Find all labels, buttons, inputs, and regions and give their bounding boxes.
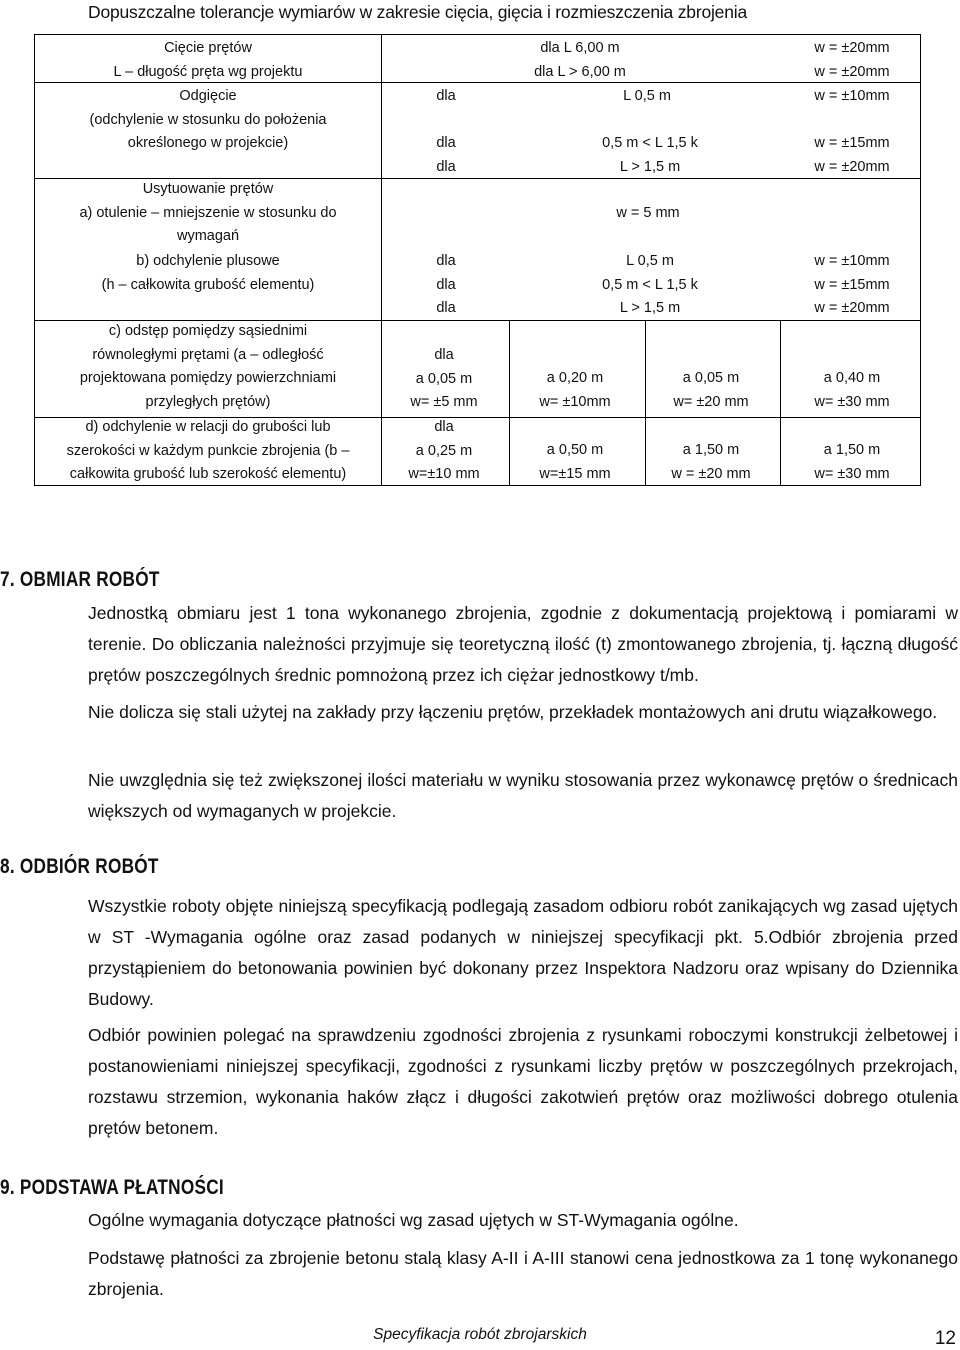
row2-dla-b: dla dla [436, 135, 456, 175]
section-8-heading: 8. ODBIÓR ROBÓT [0, 855, 159, 878]
row3-mid: w = 5 mm [616, 205, 680, 221]
section-9-paragraph-1: Ogólne wymagania dotyczące płatności wg zasad ujętych w ST-Wymagania ogólne. [88, 1210, 739, 1230]
row4-mid: L 0,5 m 0,5 m < L 1,5 k L > 1,5 m [602, 253, 698, 316]
section-9-paragraph-2: Podstawę płatności za zbrojenie betonu stalą klasy A-II i A-III stanowi cena jednostkowa za 1 tonę wykonanego zbrojenia. [88, 1248, 958, 1299]
row5-col2: a 0,20 m w= ±10mm [539, 370, 611, 410]
row2-dla: dla [436, 88, 456, 104]
row6-col4: a 1,50 m w= ±30 mm [814, 442, 890, 482]
row6-label: d) odchylenie w relacji do grubości lub szerokości w każdym punkcie zbrojenia (b – całkowita grubość lub szerokość elementu) [66, 419, 350, 482]
row2-right-a: w = ±10mm [814, 88, 890, 104]
row6-col2: a 0,50 m w=±15 mm [539, 442, 611, 482]
section-7-paragraph-1: Jednostką obmiaru jest 1 tona wykonanego zbrojenia, zgodnie z dokumentacją projektową i pomiarami w terenie. Do obliczania należności przyjmuje się teoretyczną ilość (t) zmontowanego zbrojenia, tj. łączną długość prętów poszczególnych średnic pomnożoną przez ich ciężar jednostkowy t/mb. [88, 603, 958, 685]
row4-right: w = ±10mm w = ±15mm w = ±20mm [814, 253, 890, 316]
row6-col1: dla a 0,25 m w=±10 mm [408, 419, 480, 482]
section-8-paragraph-1: Wszystkie roboty objęte niniejszą specyfikacją podlegają zasadom odbioru robót zanikających wg zasad ujętych w ST -Wymagania ogólne oraz zasad podanych w niniejszej specyfikacji pkt. 5.Odbiór zbrojenia przed przystąpieniem do betonowania powinien być dokonany przez Inspektora Nadzoru oraz wpisany do Dziennika Budowy. [88, 896, 958, 1009]
row5-col4: a 0,40 m w= ±30 mm [814, 370, 890, 410]
row3-label: Usytuowanie prętów a) otulenie – mniejszenie w stosunku do wymagań [79, 181, 337, 244]
section-7-heading: 7. OBMIAR ROBÓT [0, 568, 160, 591]
row1-mid: dla L 6,00 m dla L > 6,00 m [534, 40, 626, 80]
row4-label: b) odchylenie plusowe (h – całkowita grubość elementu) [101, 253, 315, 293]
row4-dla: dla dla dla [436, 253, 456, 316]
row5-col3: a 0,05 m w= ±20 mm [673, 370, 749, 410]
section-8-paragraph-2: Odbiór powinien polegać na sprawdzeniu zgodności zbrojenia z rysunkami roboczymi konstrukcji żelbetowej i postanowieniami niniejszej specyfikacji, zgodności z rysunkami liczby prętów w poszczególnych przekrojach, rozstawu strzemion, wykonania haków złącz i długości zakotwień prętów oraz możliwości dobrego otulenia prętów betonem. [88, 1025, 958, 1138]
row5-col1: dla a 0,05 m w= ±5 mm [410, 347, 478, 410]
row2-right-b: w = ±15mm w = ±20mm [814, 135, 890, 175]
page-footer: Specyfikacja robót zbrojarskich [373, 1326, 587, 1343]
section-7-paragraph-3: Nie uwzględnia się też zwiększonej ilości materiału w wyniku stosowania przez wykonawcę prętów o średnicach większych od wymaganych w projekcie. [88, 770, 958, 821]
page-title: Dopuszczalne tolerancje wymiarów w zakresie cięcia, gięcia i rozmieszczenia zbrojenia [88, 2, 747, 22]
row2-mid-a: L 0,5 m [623, 88, 671, 104]
row2-label: Odgięcie (odchylenie w stosunku do położenia określonego w projekcie) [89, 88, 327, 151]
row6-col3: a 1,50 m w = ±20 mm [671, 442, 751, 482]
row1-right: w = ±20mm w = ±20mm [814, 40, 890, 80]
section-9-heading: 9. PODSTAWA PŁATNOŚCI [0, 1176, 224, 1199]
page-number: 12 [934, 1328, 956, 1349]
row1-label: Cięcie prętów L – długość pręta wg projektu [113, 40, 303, 80]
row5-label: c) odstęp pomiędzy sąsiednimi równoległymi prętami (a – odległość projektowana pomiędzy powierzchniami przyległych prętów) [79, 323, 337, 410]
row2-mid-b: 0,5 m < L 1,5 k L > 1,5 m [602, 135, 698, 175]
section-7-paragraph-2: Nie dolicza się stali użytej na zakłady przy łączeniu prętów, przekładek montażowych ani drutu wiązałkowego. [88, 702, 938, 722]
